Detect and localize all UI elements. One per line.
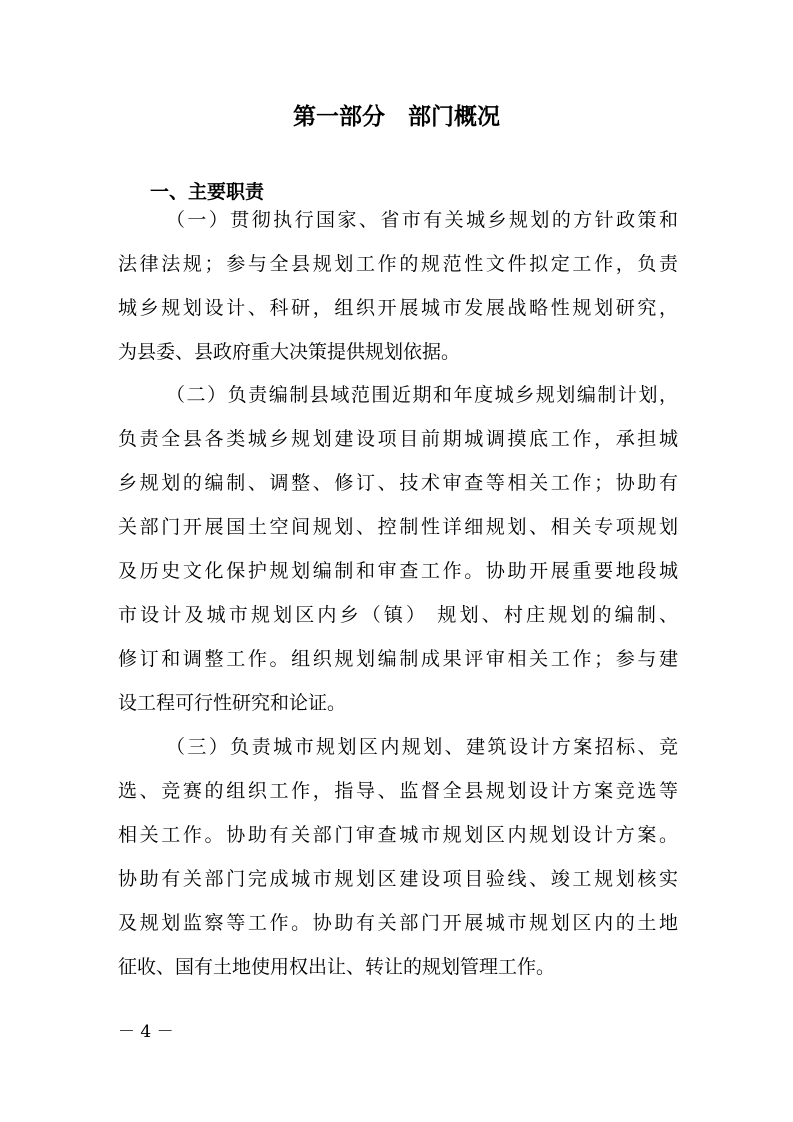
paragraph-line: （二）负责编制县域范围近期和年度城乡规划编制计划， xyxy=(166,384,678,406)
paragraph-line: 负责全县各类城乡规划建设项目前期城调摸底工作，承担城 xyxy=(118,428,678,450)
paragraph-line: 关部门开展国土空间规划、控制性详细规划、相关专项规划 xyxy=(118,516,678,538)
paragraph-line: 修订和调整工作。组织规划编制成果评审相关工作；参与建 xyxy=(118,648,678,670)
paragraph-line: 选、竞赛的组织工作，指导、监督全县规划设计方案竞选等 xyxy=(118,780,678,802)
paragraph-line: （一）贯彻执行国家、省市有关城乡规划的方针政策和 xyxy=(166,209,678,231)
paragraph-line: 为县委、县政府重大决策提供规划依据。 xyxy=(118,341,461,363)
paragraph-line: 及历史文化保护规划编制和审查工作。协助开展重要地段城 xyxy=(118,560,678,582)
paragraph-line: 乡规划的编制、调整、修订、技术审查等相关工作；协助有 xyxy=(118,472,678,494)
paragraph-line: 设工程可行性研究和论证。 xyxy=(118,692,347,714)
paragraph-line: 协助有关部门完成城市规划区建设项目验线、竣工规划核实 xyxy=(118,868,678,890)
paragraph-line: （三）负责城市规划区内规划、建筑设计方案招标、竞 xyxy=(166,736,678,758)
paragraph-line: 市设计及城市规划区内乡（镇） 规划、村庄规划的编制、 xyxy=(118,604,678,626)
paragraph-line: 法律法规；参与全县规划工作的规范性文件拟定工作，负责 xyxy=(118,253,678,275)
page-number: － 4 － xyxy=(118,1022,174,1042)
page-title: 第一部分 部门概况 xyxy=(293,104,500,130)
paragraph-line: 征收、国有土地使用权出让、转让的规划管理工作。 xyxy=(118,956,556,978)
paragraph-line: 相关工作。协助有关部门审查城市规划区内规划设计方案。 xyxy=(118,824,678,846)
paragraph-line: 城乡规划设计、科研，组织开展城市发展战略性规划研究， xyxy=(118,297,678,319)
paragraph-line: 及规划监察等工作。协助有关部门开展城市规划区内的土地 xyxy=(118,912,678,934)
section-heading: 一、主要职责 xyxy=(150,181,265,203)
